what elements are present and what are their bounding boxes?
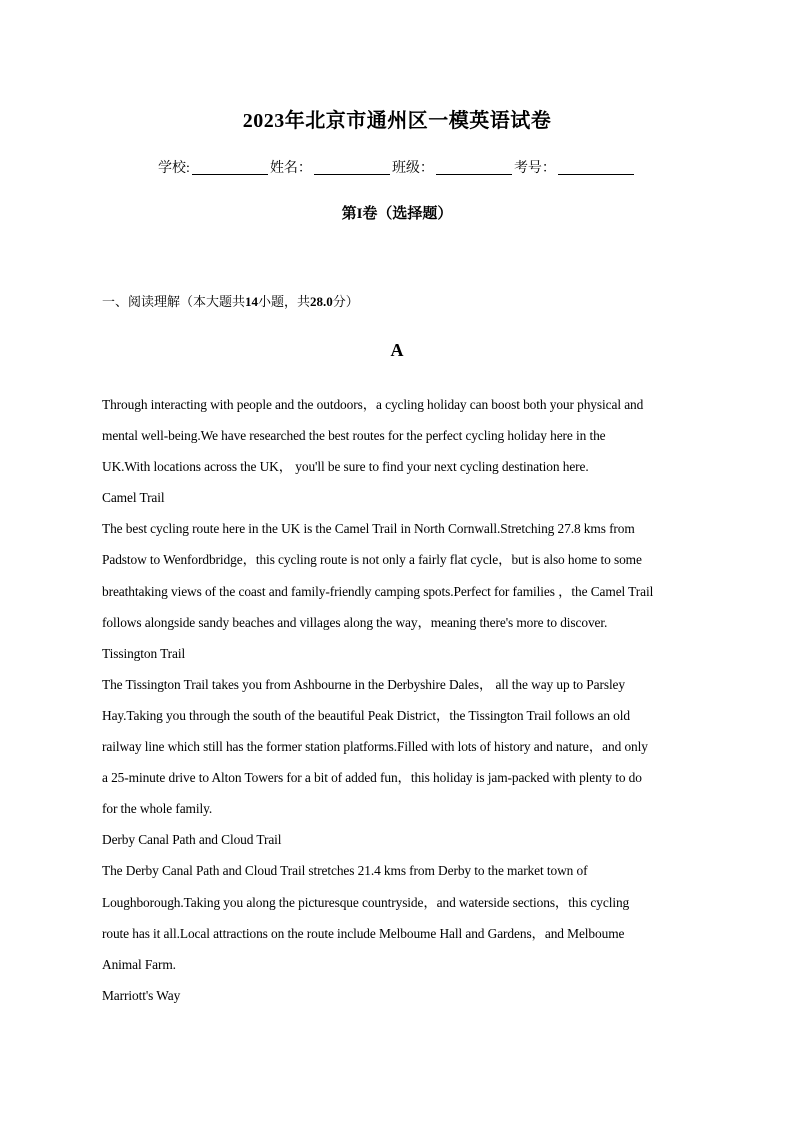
- passage-line: Hay.Taking you through the south of the beautiful Peak District，the Tissington Trail follows an old: [102, 707, 630, 723]
- route-heading-tissington-trail: Tissington Trail: [102, 645, 186, 661]
- passage-line: The Derby Canal Path and Cloud Trail stretches 21.4 kms from Derby to the market town of: [102, 863, 588, 879]
- route-heading-marriotts-way: Marriott's Way: [102, 987, 181, 1003]
- passage-line: Through interacting with people and the outdoors，a cycling holiday can boost both your physical and: [102, 397, 644, 412]
- passage-line: route has it all.Local attractions on the route include Melboume Hall and Gardens，and Melboume: [102, 925, 625, 941]
- route-heading-camel-trail: Camel Trail: [102, 490, 165, 506]
- section-heading-prefix: 一、阅读理解（本大题共: [102, 294, 246, 309]
- school-label: 学校:: [158, 161, 190, 176]
- passage-line: for the whole family.: [102, 801, 213, 817]
- passage-line: mental well-being.We have researched the best routes for the perfect cycling holiday here in the: [102, 428, 606, 444]
- section-heading-suffix: 分）: [332, 294, 359, 309]
- passage-line: Animal Farm.: [102, 956, 176, 972]
- section-heading-mid: 小题，共: [258, 294, 311, 309]
- passage-body: [102, 389, 702, 1011]
- passage-line: Loughborough.Taking you along the picturesque countryside，and waterside sections，this cycling: [102, 894, 630, 910]
- exam-number-blank: [558, 160, 634, 175]
- section-score: 28.0: [310, 294, 333, 309]
- student-info-line: [0, 157, 794, 177]
- exam-number-label: 考号：: [513, 161, 556, 176]
- passage-line: a 25-minute drive to Alton Towers for a bit of added fun，this holiday is jam-packed with plenty to do: [102, 770, 642, 786]
- section-question-count: 14: [245, 294, 259, 309]
- passage-line: The best cycling route here in the UK is the Camel Trail in North Cornwall.Stretching 27.8 kms from: [102, 521, 635, 537]
- route-heading-derby-canal-path: Derby Canal Path and Cloud Trail: [102, 832, 282, 848]
- volume-heading: 第I卷（选择题）: [341, 206, 453, 222]
- passage-line: Padstow to Wenfordbridge，this cycling route is not only a fairly flat cycle，but is also home to some: [102, 552, 642, 568]
- class-blank: [436, 160, 512, 175]
- passage-line: The Tissington Trail takes you from Ashbourne in the Derbyshire Dales， all the way up to Parsley: [102, 676, 625, 692]
- passage-letter: A: [390, 340, 404, 360]
- name-blank: [314, 160, 390, 175]
- passage-line: UK.With locations across the UK， you'll be sure to find your next cycling destination here.: [102, 459, 589, 475]
- passage-line: breathtaking views of the coast and family-friendly camping spots.Perfect for families ，the Camel Trail: [102, 583, 654, 599]
- section-heading: [102, 291, 359, 310]
- passage-line: railway line which still has the former station platforms.Filled with lots of history and nature，and only: [102, 739, 648, 755]
- school-blank: [192, 160, 268, 175]
- passage-line: follows alongside sandy beaches and villages along the way，meaning there's more to discover.: [102, 614, 608, 630]
- exam-title: 2023年北京市通州区一模英语试卷: [242, 110, 552, 132]
- name-label: 姓名：: [269, 161, 312, 176]
- class-label: 班级：: [391, 161, 434, 176]
